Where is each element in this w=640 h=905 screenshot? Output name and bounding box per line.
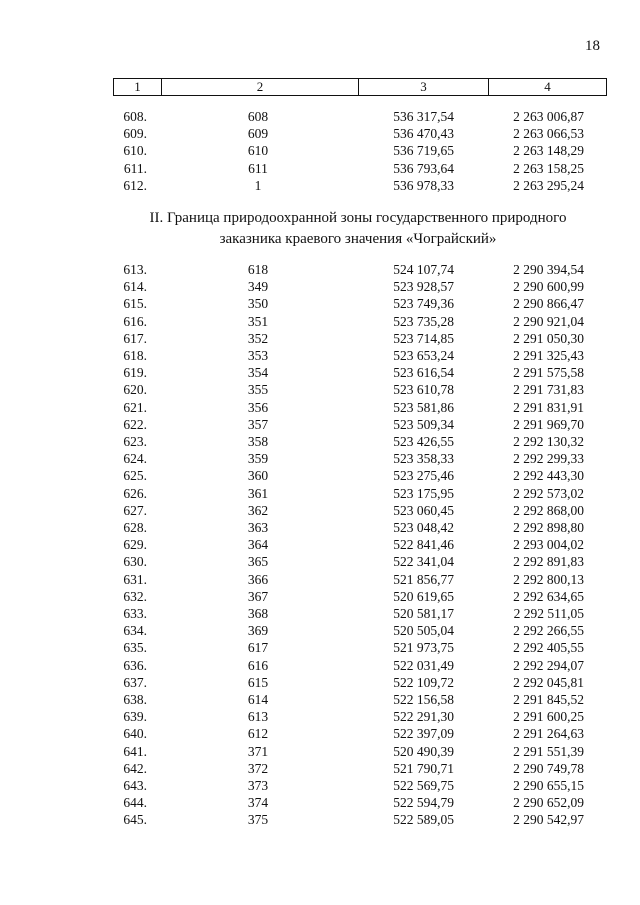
point-number: 611 [248,160,268,176]
table-row [0,605,640,622]
coordinate-x: 536 470,43 [393,126,454,142]
table-row [0,743,640,760]
point-number: 612 [247,726,269,742]
coordinate-y: 2 290 542,97 [513,812,584,828]
coordinate-x: 524 107,74 [393,262,454,277]
row-number: 621. [123,399,147,415]
coordinate-y: 2 292 634,65 [513,588,584,604]
coordinate-x: 523 653,24 [393,348,454,363]
point-number: 353 [247,348,269,363]
point-number: 373 [247,778,269,793]
table-row [0,777,640,794]
coordinate-x: 523 048,42 [393,520,454,535]
point-number: 372 [247,760,269,776]
point-number: 356 [247,399,269,415]
point-number: 613 [247,709,269,725]
row-number: 644. [123,795,147,811]
point-number: 608 [247,109,269,124]
row-number: 628. [123,520,147,535]
table-row [0,691,640,708]
table-row [0,278,640,295]
coordinate-x: 521 973,75 [393,640,454,656]
table-row [0,553,640,570]
row-number: 631. [123,571,147,587]
coordinate-x: 523 275,46 [393,468,454,484]
coordinate-x: 536 978,33 [393,177,454,193]
coordinate-y: 2 290 394,54 [513,262,584,277]
row-number: 612. [123,177,147,193]
column-header-2: 2 [162,79,359,96]
table-row [0,450,640,467]
row-number: 613. [123,262,147,277]
coordinate-x: 523 175,95 [393,485,454,501]
coordinate-y: 2 291 845,52 [513,692,584,707]
coordinate-x: 520 490,39 [393,743,454,759]
coordinate-x: 520 581,17 [393,606,454,621]
table-row [0,536,640,553]
coordinate-y: 2 290 600,99 [513,279,584,295]
table-row [0,177,640,194]
coordinate-x: 523 581,86 [393,399,454,415]
coordinate-x: 523 610,78 [393,382,454,398]
table-row [0,125,640,142]
point-number: 366 [247,571,269,587]
coordinate-x: 522 341,04 [393,554,454,570]
row-number: 615. [123,296,147,312]
point-number: 364 [247,537,269,553]
table-row [0,330,640,347]
coordinate-y: 2 292 294,07 [513,657,584,673]
coordinate-x: 522 594,79 [393,795,454,811]
coordinate-y: 2 292 443,30 [513,468,584,484]
row-number: 645. [123,812,147,828]
coordinate-y: 2 290 655,15 [513,778,584,793]
column-header-1: 1 [114,79,162,96]
coordinate-x: 522 156,58 [393,692,454,707]
coordinate-y: 2 263 006,87 [513,109,584,124]
coordinate-x: 522 397,09 [393,726,454,742]
table-row [0,657,640,674]
point-number: 367 [247,588,269,604]
point-number: 618 [247,262,269,277]
point-number: 368 [247,606,269,621]
table-row [0,416,640,433]
point-number: 610 [247,143,269,159]
coordinate-y: 2 263 066,53 [513,126,584,142]
point-number: 609 [247,126,269,142]
table-row [0,381,640,398]
table-row [0,433,640,450]
coordinate-y: 2 291 264,63 [513,726,584,742]
coordinate-x: 522 589,05 [393,812,454,828]
table-row [0,588,640,605]
point-number: 350 [247,296,269,312]
coordinate-y: 2 293 004,02 [513,537,584,553]
row-number: 637. [123,674,147,690]
coordinate-y: 2 292 045,81 [513,674,584,690]
point-number: 375 [247,812,269,828]
coordinate-x: 523 358,33 [393,451,454,467]
coordinate-y: 2 291 575,58 [513,365,584,381]
point-number: 615 [247,674,269,690]
point-number: 360 [247,468,269,484]
coordinate-y: 2 263 158,25 [513,160,584,176]
coordinate-y: 2 291 551,39 [513,743,584,759]
table-row [0,725,640,742]
row-number: 633. [123,606,147,621]
point-number: 359 [247,451,269,467]
coordinate-y: 2 291 600,25 [513,709,584,725]
coordinate-x: 521 856,77 [393,571,454,587]
coordinate-y: 2 292 891,83 [513,554,584,570]
point-number: 616 [247,657,269,673]
point-number: 357 [247,416,269,432]
coordinate-y: 2 291 325,43 [513,348,584,363]
point-number: 369 [247,623,269,639]
point-number: 374 [247,795,269,811]
coordinate-y: 2 291 831,91 [513,399,584,415]
coordinate-y: 2 290 921,04 [513,313,584,329]
row-number: 641. [123,743,147,759]
section-heading [100,208,616,250]
coordinate-y: 2 292 130,32 [513,434,584,449]
point-number: 1 [254,177,262,193]
table-row [0,108,640,125]
row-number: 639. [123,709,147,725]
row-number: 636. [123,657,147,673]
coordinate-y: 2 292 573,02 [513,485,584,501]
coordinate-x: 520 619,65 [393,588,454,604]
point-number: 362 [247,502,269,518]
coordinate-x: 536 719,65 [393,143,454,159]
table-row [0,467,640,484]
table-row [0,502,640,519]
coordinate-x: 523 735,28 [393,313,454,329]
table-row [0,142,640,159]
table-row [0,399,640,416]
coordinate-y: 2 292 800,13 [513,571,584,587]
row-number: 630. [123,554,147,570]
row-number: 635. [123,640,147,656]
point-number: 355 [247,382,269,398]
coordinate-x: 523 060,45 [393,502,454,518]
coordinate-y: 2 292 266,55 [513,623,584,639]
table-row [0,708,640,725]
coordinate-x: 522 291,30 [393,709,454,725]
point-number: 363 [247,520,269,535]
row-number: 622. [123,416,147,432]
coordinate-x: 522 841,46 [393,537,454,553]
point-number: 617 [247,640,269,656]
table-row [0,364,640,381]
coordinate-x: 522 569,75 [393,778,454,793]
table-row [0,794,640,811]
point-number: 365 [247,554,269,570]
table-row [0,639,640,656]
point-number: 352 [247,330,269,346]
table-row [0,674,640,691]
row-number: 618. [123,348,147,363]
row-number: 616. [123,313,147,329]
table-row [0,295,640,312]
coordinate-y: 2 292 299,33 [513,451,584,467]
row-number: 614. [123,279,147,295]
section-heading-line-1: II. Граница природоохранной зоны государственного природного [149,210,567,226]
row-number: 608. [123,109,147,124]
coordinate-x: 523 426,55 [393,434,454,449]
row-number: 634. [123,623,147,639]
point-number: 361 [247,485,269,501]
table-row [0,160,640,177]
point-number: 614 [247,692,269,707]
table-row [0,347,640,364]
coordinate-x: 523 616,54 [393,365,454,381]
table-row [0,760,640,777]
coordinate-y: 2 292 898,80 [513,520,584,535]
row-number: 617. [123,330,147,346]
row-number: 623. [123,434,147,449]
table-row [0,571,640,588]
coordinate-y: 2 290 652,09 [513,795,584,811]
coordinate-x: 521 790,71 [393,760,454,776]
table-row [0,622,640,639]
row-number: 609. [123,126,147,142]
coordinate-x: 536 317,54 [393,109,454,124]
coordinate-x: 536 793,64 [393,160,454,176]
coordinate-y: 2 290 866,47 [513,296,584,312]
coordinate-x: 520 505,04 [393,623,454,639]
coordinate-y: 2 291 050,30 [513,330,584,346]
coordinate-x: 522 109,72 [393,674,454,690]
coordinate-y: 2 292 405,55 [513,640,584,656]
point-number: 354 [247,365,269,381]
point-number: 349 [247,279,269,295]
point-number: 358 [247,434,269,449]
coordinate-x: 522 031,49 [393,657,454,673]
coordinate-y: 2 291 731,83 [513,382,584,398]
coordinate-x: 523 928,57 [393,279,454,295]
coordinate-y: 2 263 148,29 [513,143,584,159]
table-row [0,519,640,536]
table-row [0,261,640,278]
row-number: 640. [123,726,147,742]
coordinate-x: 523 749,36 [393,296,454,312]
column-header-4: 4 [489,79,607,96]
row-number: 629. [123,537,147,553]
coordinate-y: 2 290 749,78 [513,760,584,776]
row-number: 643. [123,778,147,793]
row-number: 627. [123,502,147,518]
coordinate-x: 523 714,85 [393,330,454,346]
column-header-3: 3 [359,79,489,96]
row-number: 642. [123,760,147,776]
column-header-row [114,79,607,96]
coordinate-y: 2 291 969,70 [513,416,584,432]
row-number: 625. [123,468,147,484]
row-number: 610. [123,143,147,159]
coordinate-y: 2 292 868,00 [513,502,584,518]
row-number: 619. [123,365,147,381]
table-row [0,313,640,330]
row-number: 624. [123,451,147,467]
coordinate-y: 2 263 295,24 [513,177,584,193]
point-number: 351 [247,313,269,329]
table-row [0,485,640,502]
point-number: 371 [247,743,269,759]
row-number: 626. [123,485,147,501]
row-number: 611. [123,160,147,176]
row-number: 620. [123,382,147,398]
column-header-table [113,78,607,96]
coordinate-y: 2 292 511,05 [513,606,584,621]
table-row [0,811,640,828]
section-heading-line-2: заказника краевого значения «Чограйский» [219,231,497,247]
row-number: 632. [123,588,147,604]
page-number: 18 [585,38,600,54]
row-number: 638. [123,692,147,707]
coordinate-x: 523 509,34 [393,416,454,432]
